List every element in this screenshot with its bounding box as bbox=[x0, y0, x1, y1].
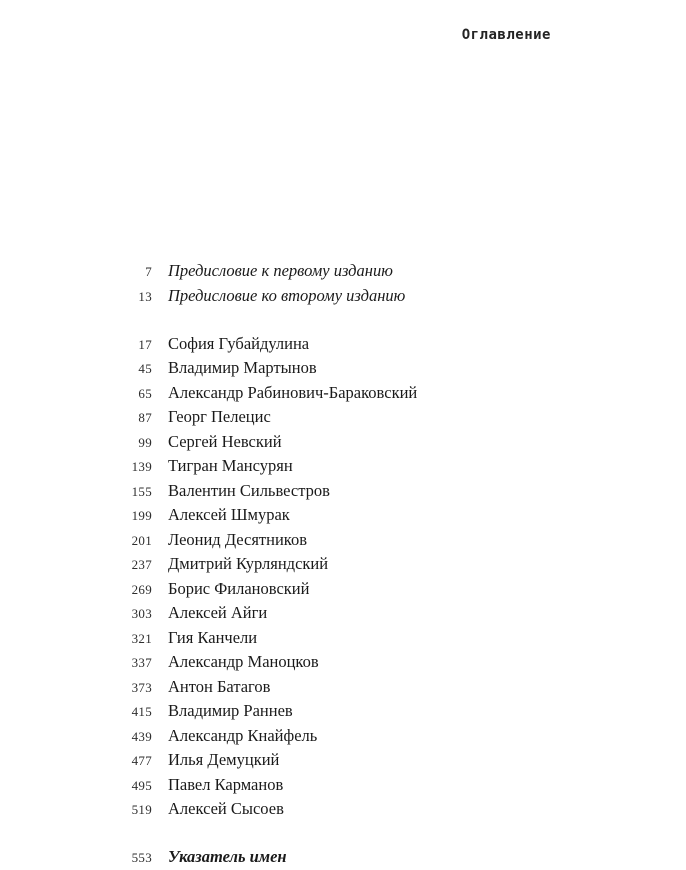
toc-entry-title: Александр Маноцков bbox=[168, 652, 319, 671]
toc-row bbox=[0, 332, 417, 357]
toc-row bbox=[0, 284, 417, 309]
toc-row bbox=[0, 479, 417, 504]
toc-entry-title: София Губайдулина bbox=[168, 333, 310, 353]
toc-page-number: 415 bbox=[131, 704, 152, 719]
toc-entry-title: Леонид Десятников bbox=[168, 529, 308, 549]
toc-page-number: 269 bbox=[131, 581, 152, 597]
toc-entry-title: Предисловие ко второму изданию bbox=[168, 285, 406, 305]
toc-row bbox=[0, 381, 417, 406]
toc-row bbox=[0, 577, 417, 602]
toc-page-number: 45 bbox=[138, 361, 152, 376]
toc-entry-title: Георг Пелецис bbox=[168, 407, 271, 426]
toc-page-number: 237 bbox=[131, 557, 152, 572]
toc-page-number: 199 bbox=[131, 508, 152, 523]
toc-entry-title: Гия Канчели bbox=[168, 627, 258, 647]
toc-entry-title: Александр Рабинович-Бараковский bbox=[168, 382, 418, 402]
toc-row bbox=[0, 405, 417, 430]
toc-entry-title: Антон Батагов bbox=[168, 676, 271, 696]
toc-entry-title: Павел Карманов bbox=[168, 774, 284, 794]
toc-row bbox=[0, 650, 417, 675]
table-of-contents bbox=[0, 259, 417, 870]
toc-page-number: 7 bbox=[145, 264, 152, 279]
toc-row bbox=[0, 724, 417, 749]
toc-page-number: 155 bbox=[131, 483, 152, 499]
toc-row bbox=[0, 773, 417, 798]
toc-entry-title: Указатель имен bbox=[168, 847, 287, 866]
toc-entry-title: Борис Филановский bbox=[168, 578, 310, 598]
toc-row bbox=[0, 503, 417, 528]
toc-row bbox=[0, 626, 417, 651]
toc-entry-title: Алексей Айги bbox=[168, 603, 268, 622]
page-header: Оглавление bbox=[461, 27, 551, 43]
toc-page-number: 373 bbox=[131, 679, 152, 695]
toc-entry-title: Алексей Сысоев bbox=[168, 799, 284, 818]
toc-entry-title: Валентин Сильвестров bbox=[168, 480, 330, 500]
toc-page-number: 65 bbox=[138, 385, 152, 401]
toc-page-number: 13 bbox=[138, 288, 152, 304]
toc-page-number: 87 bbox=[138, 410, 152, 425]
toc-row bbox=[0, 675, 417, 700]
toc-row bbox=[0, 430, 417, 455]
toc-entry-title: Владимир Мартынов bbox=[168, 358, 317, 377]
toc-row bbox=[0, 797, 417, 822]
toc-row bbox=[0, 259, 417, 284]
toc-chapters-group bbox=[0, 332, 417, 822]
toc-entry-title: Александр Кнайфель bbox=[168, 725, 318, 745]
toc-entry-title: Предисловие к первому изданию bbox=[168, 261, 393, 280]
toc-preface-group bbox=[0, 259, 417, 308]
toc-entry-title: Алексей Шмурак bbox=[168, 505, 290, 524]
toc-page-number: 477 bbox=[131, 753, 152, 768]
toc-row bbox=[0, 454, 417, 479]
toc-page-number: 139 bbox=[131, 459, 152, 474]
toc-page-number: 99 bbox=[138, 434, 152, 450]
toc-page-number: 303 bbox=[131, 606, 152, 621]
toc-page-number: 17 bbox=[138, 336, 152, 352]
toc-entry-title: Дмитрий Курляндский bbox=[168, 554, 329, 573]
toc-entry-title: Тигран Мансурян bbox=[168, 456, 293, 475]
toc-page-number: 553 bbox=[131, 850, 152, 865]
toc-row bbox=[0, 748, 417, 773]
toc-row bbox=[0, 601, 417, 626]
toc-page-number: 337 bbox=[131, 655, 152, 670]
toc-entry-title: Сергей Невский bbox=[168, 431, 282, 451]
toc-entry-title: Владимир Раннев bbox=[168, 701, 293, 720]
toc-row bbox=[0, 699, 417, 724]
toc-page-number: 201 bbox=[131, 532, 152, 548]
toc-page-number: 439 bbox=[131, 728, 152, 744]
toc-row bbox=[0, 552, 417, 577]
toc-row bbox=[0, 356, 417, 381]
toc-index-group bbox=[0, 845, 417, 870]
toc-entry-title: Илья Демуцкий bbox=[168, 750, 280, 769]
toc-page-number: 495 bbox=[131, 777, 152, 793]
toc-row bbox=[0, 528, 417, 553]
toc-page-number: 321 bbox=[131, 630, 152, 646]
toc-row bbox=[0, 845, 417, 870]
toc-page-number: 519 bbox=[131, 802, 152, 817]
